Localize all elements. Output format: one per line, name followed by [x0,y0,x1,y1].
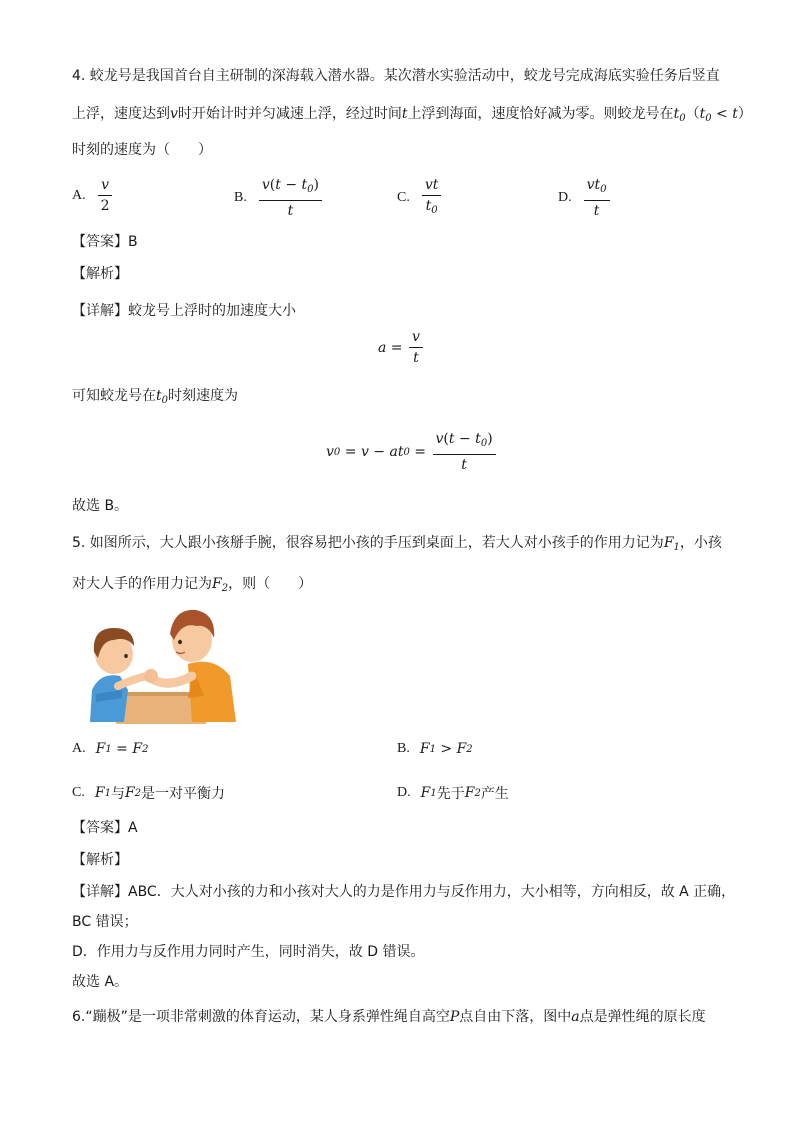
q5-analysis-heading: 【解析】 [72,852,128,868]
q5-stem-line2: 对大人手的作用力记为$F_2$，则（ ） [72,576,313,594]
q5-option-d[interactable]: D. F 1 先于 F 2 产生 [397,785,509,802]
q4-stem-line3: 时刻的速度为（ ） [72,142,212,158]
q6-stem-line1: 6.“蹦极”是一项非常刺激的体育运动，某人身系弹性绳自高空P点自由下落，图中a点是弹性绳的原长度 [72,1009,706,1025]
q5-detail-line2: BC 错误； [72,914,138,930]
q5-stem-line1: 5. 如图所示，大人跟小孩掰手腕，很容易把小孩的手压到桌面上，若大人对小孩手的作用力记为$F_1$，小孩 [72,535,722,553]
q4-option-d[interactable]: D. $\frac{vt_0}{t}$ [558,176,612,220]
q4-analysis-heading: 【解析】 [72,266,128,282]
q4-equation-velocity: v 0 = v − at 0 = $\frac{v(t - t_0)}{t}$ [326,430,498,474]
q5-conclusion: 故选 A。 [72,974,129,990]
q4-option-c[interactable]: C. $\frac{vt}{t_0}$ [397,176,443,220]
q5-option-c[interactable]: C. F 1 与 F 2 是一对平衡力 [72,785,226,802]
q5-detail-line1: 【详解】ABC．大人对小孩的力和小孩对大人的力是作用力与反作用力，大小相等，方向相反，故 A 正确， [72,884,736,900]
q4-stem-line1: 4. 蛟龙号是我国首台自主研制的深海载入潜水器。某次潜水实验活动中，蛟龙号完成海底实验任务后竖直 [72,68,720,84]
q5-option-b[interactable]: B. F 1 > F 2 [397,741,473,757]
arm-wrestling-illustration [84,606,240,724]
q5-answer: 【答案】A [72,820,138,836]
q5-option-a[interactable]: A. F 1 = F 2 [72,741,149,757]
q4-conclusion: 故选 B。 [72,498,129,514]
q4-detail: 【详解】蛟龙号上浮时的加速度大小 [72,303,296,319]
q4-equation-acceleration: a = $\frac{v}{t}$ [378,328,425,367]
q5-detail-line3: D．作用力与反作用力同时产生，同时消失，故 D 错误。 [72,944,425,960]
q4-answer: 【答案】B [72,234,138,250]
q4-option-a[interactable]: A. $\frac{v}{2}$ [72,176,115,215]
q4-stem-line2: 上浮，速度达到v时开始计时并匀减速上浮，经过时间t上浮到海面，速度恰好减为零。则蛟龙号在$t_0(t_0 < t)$ [72,106,752,124]
q4-option-b[interactable]: B. $\frac{v(t - t_0)}{t}$ [234,176,324,220]
q4-know-line: 可知蛟龙号在$t_0$时刻速度为 [72,388,239,406]
